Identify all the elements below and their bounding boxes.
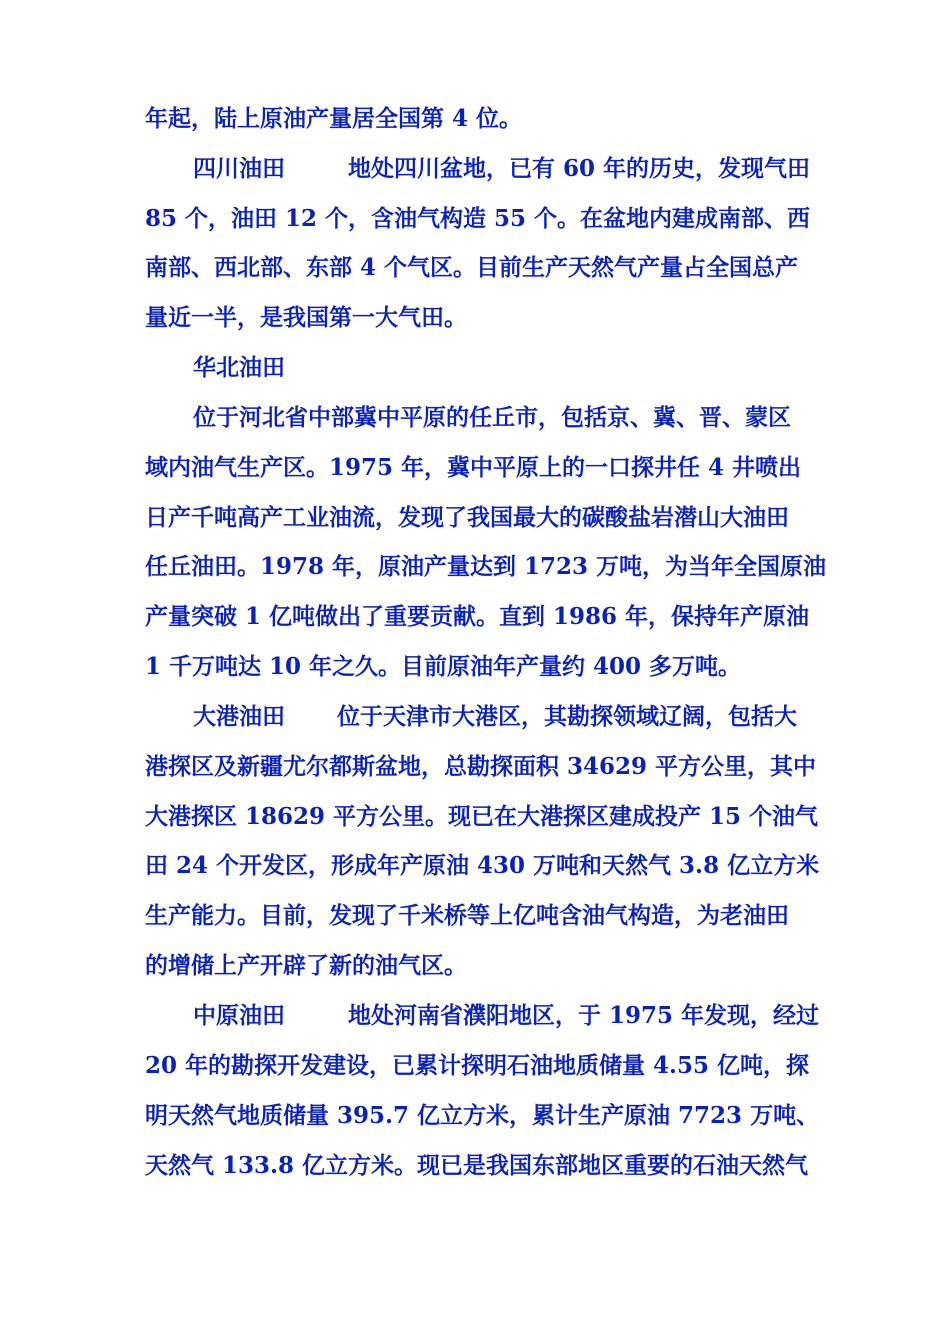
- text-line-20: 明天然气地质储量 395.7 亿立方米，累计生产原油 7723 万吨、: [145, 1102, 820, 1129]
- text-line-14: 大港探区 18629 平方公里。现已在大港探区建成投产 15 个油气: [145, 803, 819, 830]
- text-line-5: 量近一半，是我国第一大气田。: [145, 304, 467, 331]
- section-title-dagang: 大港油田: [193, 703, 285, 730]
- text-line-7: 域内油气生产区。1975 年，冀中平原上的一口探井任 4 井喷出: [145, 454, 802, 481]
- text-line-15: 田 24 个开发区，形成年产原油 430 万吨和天然气 3.8 亿立方米: [145, 852, 820, 879]
- text-line-16: 生产能力。目前，发现了千米桥等上亿吨含油气构造，为老油田: [145, 902, 789, 929]
- text-line-13: 港探区及新疆尤尔都斯盆地，总勘探面积 34629 平方公里，其中: [145, 753, 817, 780]
- text-line-9: 任丘油田。1978 年，原油产量达到 1723 万吨，为当年全国原油: [145, 553, 827, 580]
- text-line-11: 1 千万吨达 10 年之久。目前原油年产量约 400 多万吨。: [145, 653, 742, 680]
- text-line-4: 南部、西北部、东部 4 个气区。目前生产天然气产量占全国总产: [145, 254, 799, 281]
- text-line-2: 地处四川盆地，已有 60 年的历史，发现气田: [348, 155, 811, 182]
- text-line-8: 日产千吨高产工业油流，发现了我国最大的碳酸盐岩潜山大油田: [145, 504, 789, 531]
- text-line-19: 20 年的勘探开发建设，已累计探明石油地质储量 4.55 亿吨，探: [145, 1052, 810, 1079]
- text-line-17: 的增储上产开辟了新的油气区。: [145, 952, 467, 979]
- text-line-6: 位于河北省中部冀中平原的任丘市，包括京、冀、晋、蒙区: [193, 404, 791, 431]
- text-line-10: 产量突破 1 亿吨做出了重要贡献。直到 1986 年，保持年产原油: [145, 603, 810, 630]
- section-title-sichuan: 四川油田: [193, 155, 285, 182]
- text-line-3: 85 个，油田 12 个，含油气构造 55 个。在盆地内建成南部、西: [145, 205, 811, 232]
- text-line-12: 位于天津市大港区，其勘探领域辽阔，包括大: [337, 703, 797, 730]
- section-title-zhongyuan: 中原油田: [193, 1002, 285, 1029]
- text-line-18: 地处河南省濮阳地区，于 1975 年发现，经过: [348, 1002, 820, 1029]
- text-line-1: 年起，陆上原油产量居全国第 4 位。: [145, 105, 523, 132]
- text-line-21: 天然气 133.8 亿立方米。现已是我国东部地区重要的石油天然气: [145, 1152, 809, 1179]
- section-title-huabei: 华北油田: [193, 354, 285, 381]
